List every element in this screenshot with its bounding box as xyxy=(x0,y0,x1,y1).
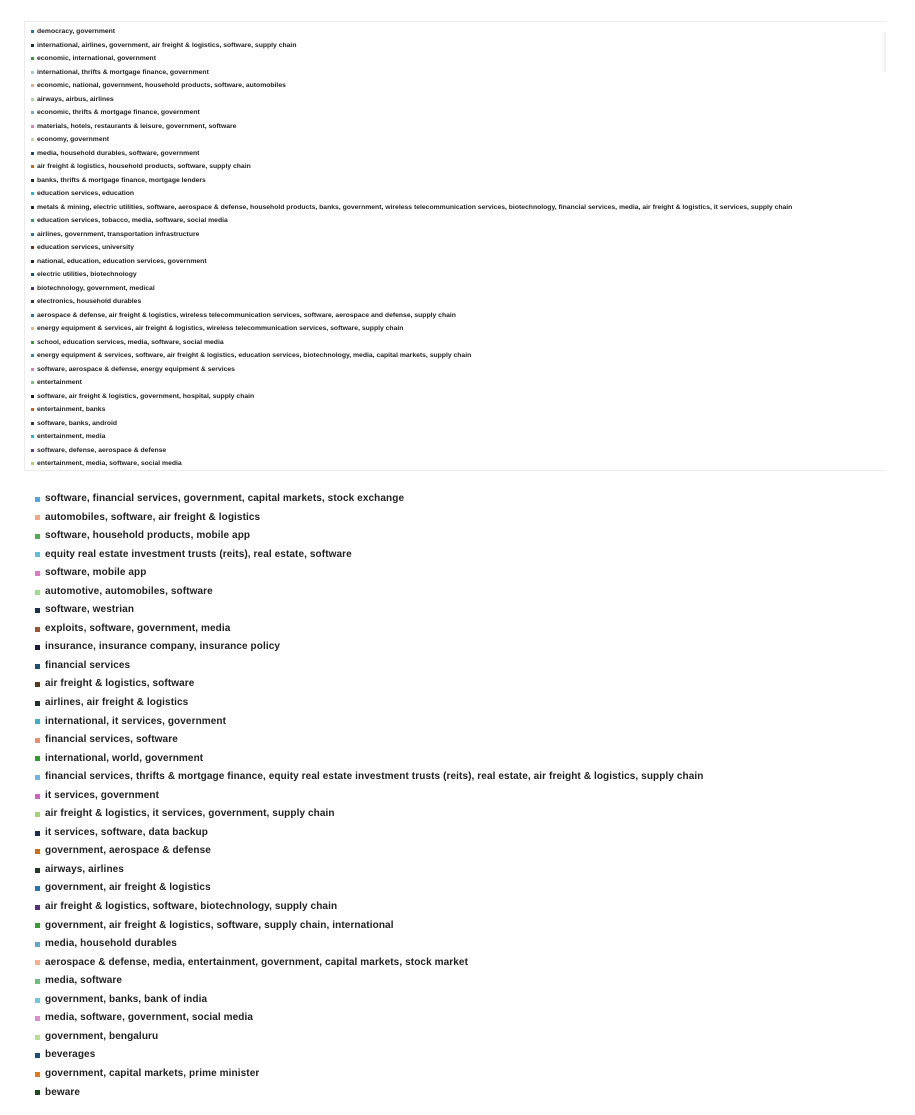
legend-item[interactable] xyxy=(35,546,704,565)
legend-label: international, thrifts & mortgage finance, government xyxy=(37,68,209,76)
legend-item[interactable] xyxy=(31,444,792,458)
legend-item[interactable] xyxy=(35,787,704,806)
legend-item[interactable] xyxy=(35,490,704,509)
legend-label: metals & mining, electric utilities, software, aerospace & defense, household products, banks, government, wireless telecommunication services, biotechnology, financial services, media, air freight & logistics, it services, supply chain xyxy=(37,203,793,211)
legend-label: international, world, government xyxy=(45,752,204,764)
legend-swatch xyxy=(31,368,34,371)
legend-label: energy equipment & services, air freight & logistics, wireless telecommunication services, software, supply chain xyxy=(37,325,404,332)
scroll-shadow xyxy=(880,32,886,72)
legend-item[interactable] xyxy=(35,768,704,787)
legend-swatch xyxy=(31,287,34,290)
legend-label: media, household durables xyxy=(45,938,177,950)
legend-item[interactable] xyxy=(35,657,704,676)
legend-item[interactable] xyxy=(35,879,704,898)
legend-item[interactable] xyxy=(31,93,792,107)
legend-item[interactable] xyxy=(31,25,792,39)
legend-item[interactable] xyxy=(31,66,792,80)
legend-swatch xyxy=(31,300,34,303)
legend-label: government, capital markets, prime minister xyxy=(45,1067,260,1079)
legend-swatch xyxy=(31,246,34,249)
legend-item[interactable] xyxy=(31,147,792,161)
legend-label: airways, airlines xyxy=(45,863,124,875)
legend-label: electric utilities, biotechnology xyxy=(37,271,137,278)
legend-label: entertainment xyxy=(37,379,82,386)
legend-item[interactable] xyxy=(35,1028,704,1047)
legend-swatch xyxy=(35,868,40,873)
legend-swatch xyxy=(31,30,34,33)
legend-label: education services, university xyxy=(37,244,135,251)
legend-label: biotechnology, government, medical xyxy=(37,284,155,292)
legend-label: electronics, household durables xyxy=(37,298,142,305)
legend-swatch xyxy=(35,664,40,669)
legend-swatch xyxy=(35,719,40,724)
legend-label: international, it services, government xyxy=(45,715,227,727)
legend-swatch xyxy=(35,960,40,965)
legend-label: it services, software, data backup xyxy=(45,826,208,838)
legend-swatch xyxy=(31,408,34,411)
legend-swatch xyxy=(35,590,40,595)
legend-item[interactable] xyxy=(31,336,792,350)
legend-swatch xyxy=(31,449,34,452)
legend-item[interactable] xyxy=(35,1084,704,1103)
legend-label: international, airlines, government, air freight & logistics, software, supply chain xyxy=(37,41,297,49)
legend-label: software, defense, aerospace & defense xyxy=(37,446,167,454)
legend-label: insurance, insurance company, insurance policy xyxy=(45,641,281,653)
legend-label: national, education, education services, government xyxy=(37,257,207,265)
legend-label: software, air freight & logistics, government, hospital, supply chain xyxy=(37,392,255,400)
legend-swatch xyxy=(35,756,40,761)
legend-item[interactable] xyxy=(31,39,792,53)
legend-item[interactable] xyxy=(31,160,792,174)
legend-label: media, software, government, social media xyxy=(45,1012,254,1024)
legend-swatch xyxy=(35,608,40,613)
legend-label: beverages xyxy=(45,1049,96,1061)
legend-swatch xyxy=(35,1090,40,1095)
legend-item[interactable] xyxy=(35,824,704,843)
legend-panel-small[interactable] xyxy=(24,21,886,471)
legend-swatch xyxy=(31,422,34,425)
legend-item[interactable] xyxy=(31,322,792,336)
legend-swatch xyxy=(35,515,40,520)
legend-label: software, westrian xyxy=(45,604,135,616)
legend-label: software, banks, android xyxy=(37,419,118,427)
legend-item[interactable] xyxy=(35,564,704,583)
legend-swatch xyxy=(35,701,40,706)
legend-label: aerospace & defense, media, entertainment, government, capital markets, stock market xyxy=(45,956,469,968)
legend-item[interactable] xyxy=(31,430,792,444)
legend-swatch xyxy=(31,98,34,101)
legend-swatch xyxy=(31,395,34,398)
legend-item[interactable] xyxy=(31,79,792,93)
legend-swatch xyxy=(31,462,34,465)
legend-item[interactable] xyxy=(31,241,792,255)
legend-item[interactable] xyxy=(31,174,792,188)
legend-item[interactable] xyxy=(35,935,704,954)
legend-swatch xyxy=(31,165,34,168)
legend-label: air freight & logistics, software, biotechnology, supply chain xyxy=(45,901,338,913)
legend-label: software, aerospace & defense, energy equipment & services xyxy=(37,365,235,373)
legend-item[interactable] xyxy=(31,282,792,296)
legend-label: airlines, government, transportation infrastructure xyxy=(37,230,200,238)
legend-swatch xyxy=(35,738,40,743)
legend-label: financial services, software xyxy=(45,734,178,746)
legend-swatch xyxy=(35,831,40,836)
legend-label: economic, thrifts & mortgage finance, government xyxy=(37,109,200,116)
legend-swatch xyxy=(35,552,40,557)
legend-label: beware xyxy=(45,1086,81,1098)
legend-label: school, education services, media, software, social media xyxy=(37,338,224,346)
legend-label: economic, national, government, household products, software, automobiles xyxy=(37,82,286,89)
legend-swatch xyxy=(35,812,40,817)
legend-item[interactable] xyxy=(31,403,792,417)
legend-label: education services, education xyxy=(37,190,135,197)
legend-swatch xyxy=(35,1016,40,1021)
legend-item[interactable] xyxy=(31,363,792,377)
legend-swatch xyxy=(35,849,40,854)
legend-swatch xyxy=(35,497,40,502)
legend-label: air freight & logistics, software xyxy=(45,678,195,690)
legend-label: banks, thrifts & mortgage finance, mortgage lenders xyxy=(37,176,206,184)
legend-item[interactable] xyxy=(31,457,792,471)
legend-list-large xyxy=(35,490,704,1102)
legend-swatch xyxy=(35,1035,40,1040)
legend-swatch xyxy=(35,627,40,632)
legend-item[interactable] xyxy=(31,52,792,66)
legend-swatch xyxy=(31,435,34,438)
legend-item[interactable] xyxy=(31,201,792,215)
legend-label: air freight & logistics, household products, software, supply chain xyxy=(37,163,251,170)
legend-swatch xyxy=(31,71,34,74)
legend-item[interactable] xyxy=(31,255,792,269)
legend-swatch xyxy=(35,942,40,947)
legend-swatch xyxy=(31,381,34,384)
legend-label: media, household durables, software, government xyxy=(37,149,200,157)
legend-swatch xyxy=(31,125,34,128)
legend-item[interactable] xyxy=(35,917,704,936)
legend-swatch xyxy=(35,1053,40,1058)
legend-label: software, financial services, government, capital markets, stock exchange xyxy=(45,493,405,504)
legend-label: software, mobile app xyxy=(45,567,147,579)
legend-item[interactable] xyxy=(35,638,704,657)
legend-swatch xyxy=(35,1072,40,1077)
legend-label: exploits, software, government, media xyxy=(45,622,231,634)
legend-swatch xyxy=(35,998,40,1003)
legend-swatch xyxy=(35,775,40,780)
legend-item[interactable] xyxy=(35,954,704,973)
legend-item[interactable] xyxy=(35,713,704,732)
legend-swatch xyxy=(31,44,34,47)
legend-label: it services, government xyxy=(45,789,160,801)
legend-item[interactable] xyxy=(31,309,792,323)
legend-item[interactable] xyxy=(31,228,792,242)
legend-swatch xyxy=(31,138,34,141)
legend-swatch xyxy=(31,84,34,87)
legend-item[interactable] xyxy=(35,620,704,639)
legend-label: financial services xyxy=(45,659,131,671)
legend-item[interactable] xyxy=(35,509,704,528)
legend-item[interactable] xyxy=(35,731,704,750)
legend-swatch xyxy=(31,354,34,357)
legend-item[interactable] xyxy=(35,861,704,880)
legend-swatch xyxy=(35,645,40,650)
legend-item[interactable] xyxy=(31,376,792,390)
legend-swatch xyxy=(31,314,34,317)
legend-item[interactable] xyxy=(35,972,704,991)
legend-item[interactable] xyxy=(35,1065,704,1084)
legend-label: democracy, government xyxy=(37,28,116,35)
legend-item[interactable] xyxy=(35,805,704,824)
legend-swatch xyxy=(31,206,34,209)
legend-label: airways, airbus, airlines xyxy=(37,95,114,103)
legend-swatch xyxy=(35,886,40,891)
legend-swatch xyxy=(31,273,34,276)
legend-swatch xyxy=(31,219,34,222)
legend-list-small xyxy=(31,25,792,471)
legend-item[interactable] xyxy=(31,133,792,147)
legend-item[interactable] xyxy=(31,106,792,120)
legend-swatch xyxy=(31,327,34,330)
legend-swatch xyxy=(35,979,40,984)
legend-label: airlines, air freight & logistics xyxy=(45,697,189,709)
legend-item[interactable] xyxy=(31,295,792,309)
legend-item[interactable] xyxy=(35,601,704,620)
legend-item[interactable] xyxy=(35,991,704,1010)
legend-item[interactable] xyxy=(31,417,792,431)
legend-swatch xyxy=(35,923,40,928)
legend-item[interactable] xyxy=(35,842,704,861)
legend-swatch xyxy=(31,152,34,155)
legend-label: air freight & logistics, it services, government, supply chain xyxy=(45,808,335,820)
legend-swatch xyxy=(31,57,34,60)
legend-item[interactable] xyxy=(31,390,792,404)
legend-item[interactable] xyxy=(31,214,792,228)
legend-label: government, air freight & logistics, software, supply chain, international xyxy=(45,919,394,931)
legend-label: government, banks, bank of india xyxy=(45,993,208,1005)
legend-swatch xyxy=(31,179,34,182)
legend-item[interactable] xyxy=(35,750,704,769)
legend-swatch xyxy=(35,571,40,576)
legend-label: economy, government xyxy=(37,136,110,143)
legend-label: entertainment, media, software, social media xyxy=(37,460,182,467)
legend-swatch xyxy=(31,233,34,236)
legend-swatch xyxy=(31,192,34,195)
legend-swatch xyxy=(31,341,34,344)
legend-label: software, household products, mobile app xyxy=(45,530,251,542)
legend-swatch xyxy=(35,534,40,539)
legend-label: financial services, thrifts & mortgage finance, equity real estate investment trusts (reits), real estate, air freight & logistics, supply chain xyxy=(45,771,704,783)
legend-item[interactable] xyxy=(31,268,792,282)
legend-swatch xyxy=(31,111,34,114)
legend-label: energy equipment & services, software, air freight & logistics, education services, biotechnology, media, capital markets, supply chain xyxy=(37,352,472,359)
legend-item[interactable] xyxy=(35,898,704,917)
legend-item[interactable] xyxy=(31,349,792,363)
legend-label: entertainment, banks xyxy=(37,406,106,413)
legend-label: materials, hotels, restaurants & leisure, government, software xyxy=(37,122,237,130)
legend-item[interactable] xyxy=(35,675,704,694)
legend-item[interactable] xyxy=(31,120,792,134)
legend-label: automobiles, software, air freight & logistics xyxy=(45,511,261,523)
legend-item[interactable] xyxy=(35,1009,704,1028)
legend-label: education services, tobacco, media, software, social media xyxy=(37,217,228,224)
legend-swatch xyxy=(35,794,40,799)
legend-label: government, aerospace & defense xyxy=(45,845,211,857)
legend-label: automotive, automobiles, software xyxy=(45,585,213,597)
legend-label: media, software xyxy=(45,975,123,987)
legend-item[interactable] xyxy=(35,1046,704,1065)
legend-label: entertainment, media xyxy=(37,433,106,440)
legend-label: government, air freight & logistics xyxy=(45,882,211,894)
legend-swatch xyxy=(31,260,34,263)
legend-label: government, bengaluru xyxy=(45,1030,159,1042)
legend-item[interactable] xyxy=(35,694,704,713)
legend-label: aerospace & defense, air freight & logistics, wireless telecommunication services, software, aerospace and defense, supply chain xyxy=(37,311,456,319)
legend-item[interactable] xyxy=(35,527,704,546)
legend-label: economic, international, government xyxy=(37,55,156,62)
legend-swatch xyxy=(35,905,40,910)
legend-label: equity real estate investment trusts (reits), real estate, software xyxy=(45,548,352,560)
legend-item[interactable] xyxy=(31,187,792,201)
legend-swatch xyxy=(35,682,40,687)
legend-item[interactable] xyxy=(35,583,704,602)
